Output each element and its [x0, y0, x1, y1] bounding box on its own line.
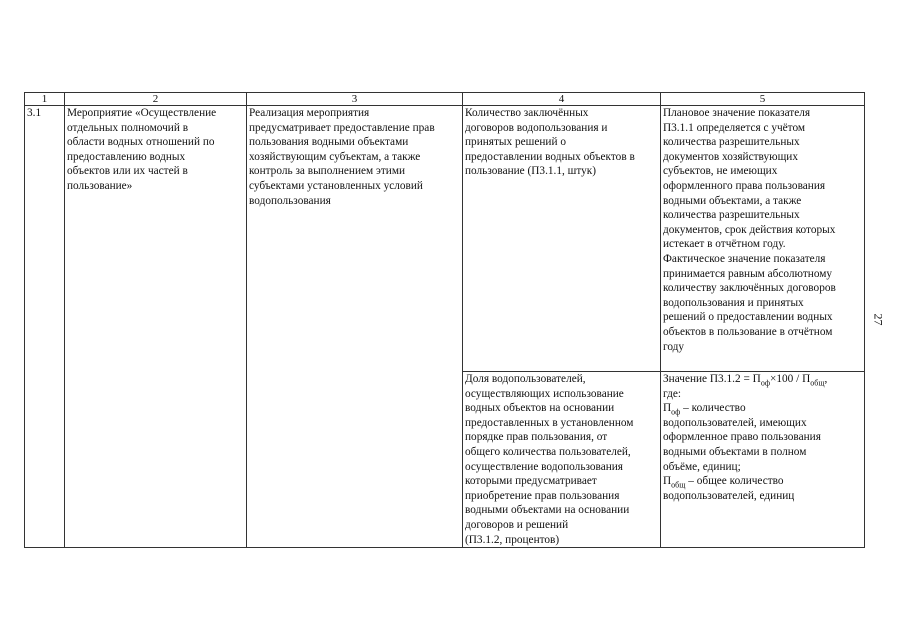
indicator-2-formula [663, 372, 862, 387]
def-2-sub: общ [671, 480, 686, 490]
indicator-2-name-cell [463, 372, 661, 548]
indicator-1-name: Количество заключённых договоров водопользования и принятых решений о предоставлении водных объектов в пользование (П3.1.1, штук) [465, 107, 635, 178]
header-col-3: 3 [247, 93, 463, 106]
formula-where: где: [663, 387, 681, 400]
implementation-text: Реализация мероприятия предусматривает предоставление прав пользования водными объектами хозяйствующим субъектам, а также контроль за выполнением этими субъектами установленных условий водопользования [249, 107, 435, 207]
def-1-symbol: П [663, 402, 672, 415]
page-number: 27 [871, 313, 886, 326]
indicator-1-method-cell [661, 106, 865, 372]
indicator-2-name: Доля водопользователей, осуществляющих использование водных объектов на основании предоставленных в установленном порядке прав пользования, от общего количества пользователей, осуществление водопользования которыми предусматривает приобретение прав пользования водными объектами на основании договоров и решений (П3.1.2, процентов) [465, 373, 634, 546]
header-col-2: 2 [65, 93, 247, 106]
formula-sub-2: общ [810, 378, 825, 388]
header-row [25, 93, 865, 106]
indicator-table [24, 92, 865, 548]
indicator-1-method: Плановое значение показателя П3.1.1 определяется с учётом количества разрешительных документов хозяйствующих субъектов, не имеющих оформленного права пользования водными объектами, а также количества разрешительных документов, срок действия которых истекает в отчётном году. Фактическое значение показателя принимается равным абсолютному количеству заключённых договоров водопользования и принятых решений о предоставлении водных объектов в пользование в отчётном году [663, 107, 836, 353]
header-col-1: 1 [25, 93, 65, 106]
def-1-sub: оф [671, 407, 681, 417]
def-1-text: – количество водопользователей, имеющих оформленное право пользования водными объектами в полном объёме, единиц; [663, 402, 821, 473]
measure-cell [65, 106, 247, 548]
header-col-4: 4 [463, 93, 661, 106]
formula-sub-1: оф [760, 378, 771, 388]
def-2-symbol: П [663, 475, 672, 488]
table-row [25, 106, 865, 372]
measure-text: Мероприятие «Осуществление отдельных полномочий в области водных отношений по предоставлению водных объектов или их частей в пользование» [67, 107, 217, 192]
formula-mid: ×100 / П [770, 373, 811, 385]
header-col-5: 5 [661, 93, 865, 106]
indicator-1-name-cell [463, 106, 661, 372]
indicator-2-method-cell [661, 372, 865, 548]
def-2-text: – общее количество водопользователей, единиц [663, 475, 795, 502]
formula-prefix: Значение П3.1.2 = П [663, 373, 761, 385]
implementation-cell [247, 106, 463, 548]
definition-2 [663, 474, 862, 503]
row-number [25, 106, 65, 548]
row-number-text: 3.1 [27, 107, 42, 119]
definition-1 [663, 401, 862, 474]
formula-suffix: , [824, 373, 828, 385]
